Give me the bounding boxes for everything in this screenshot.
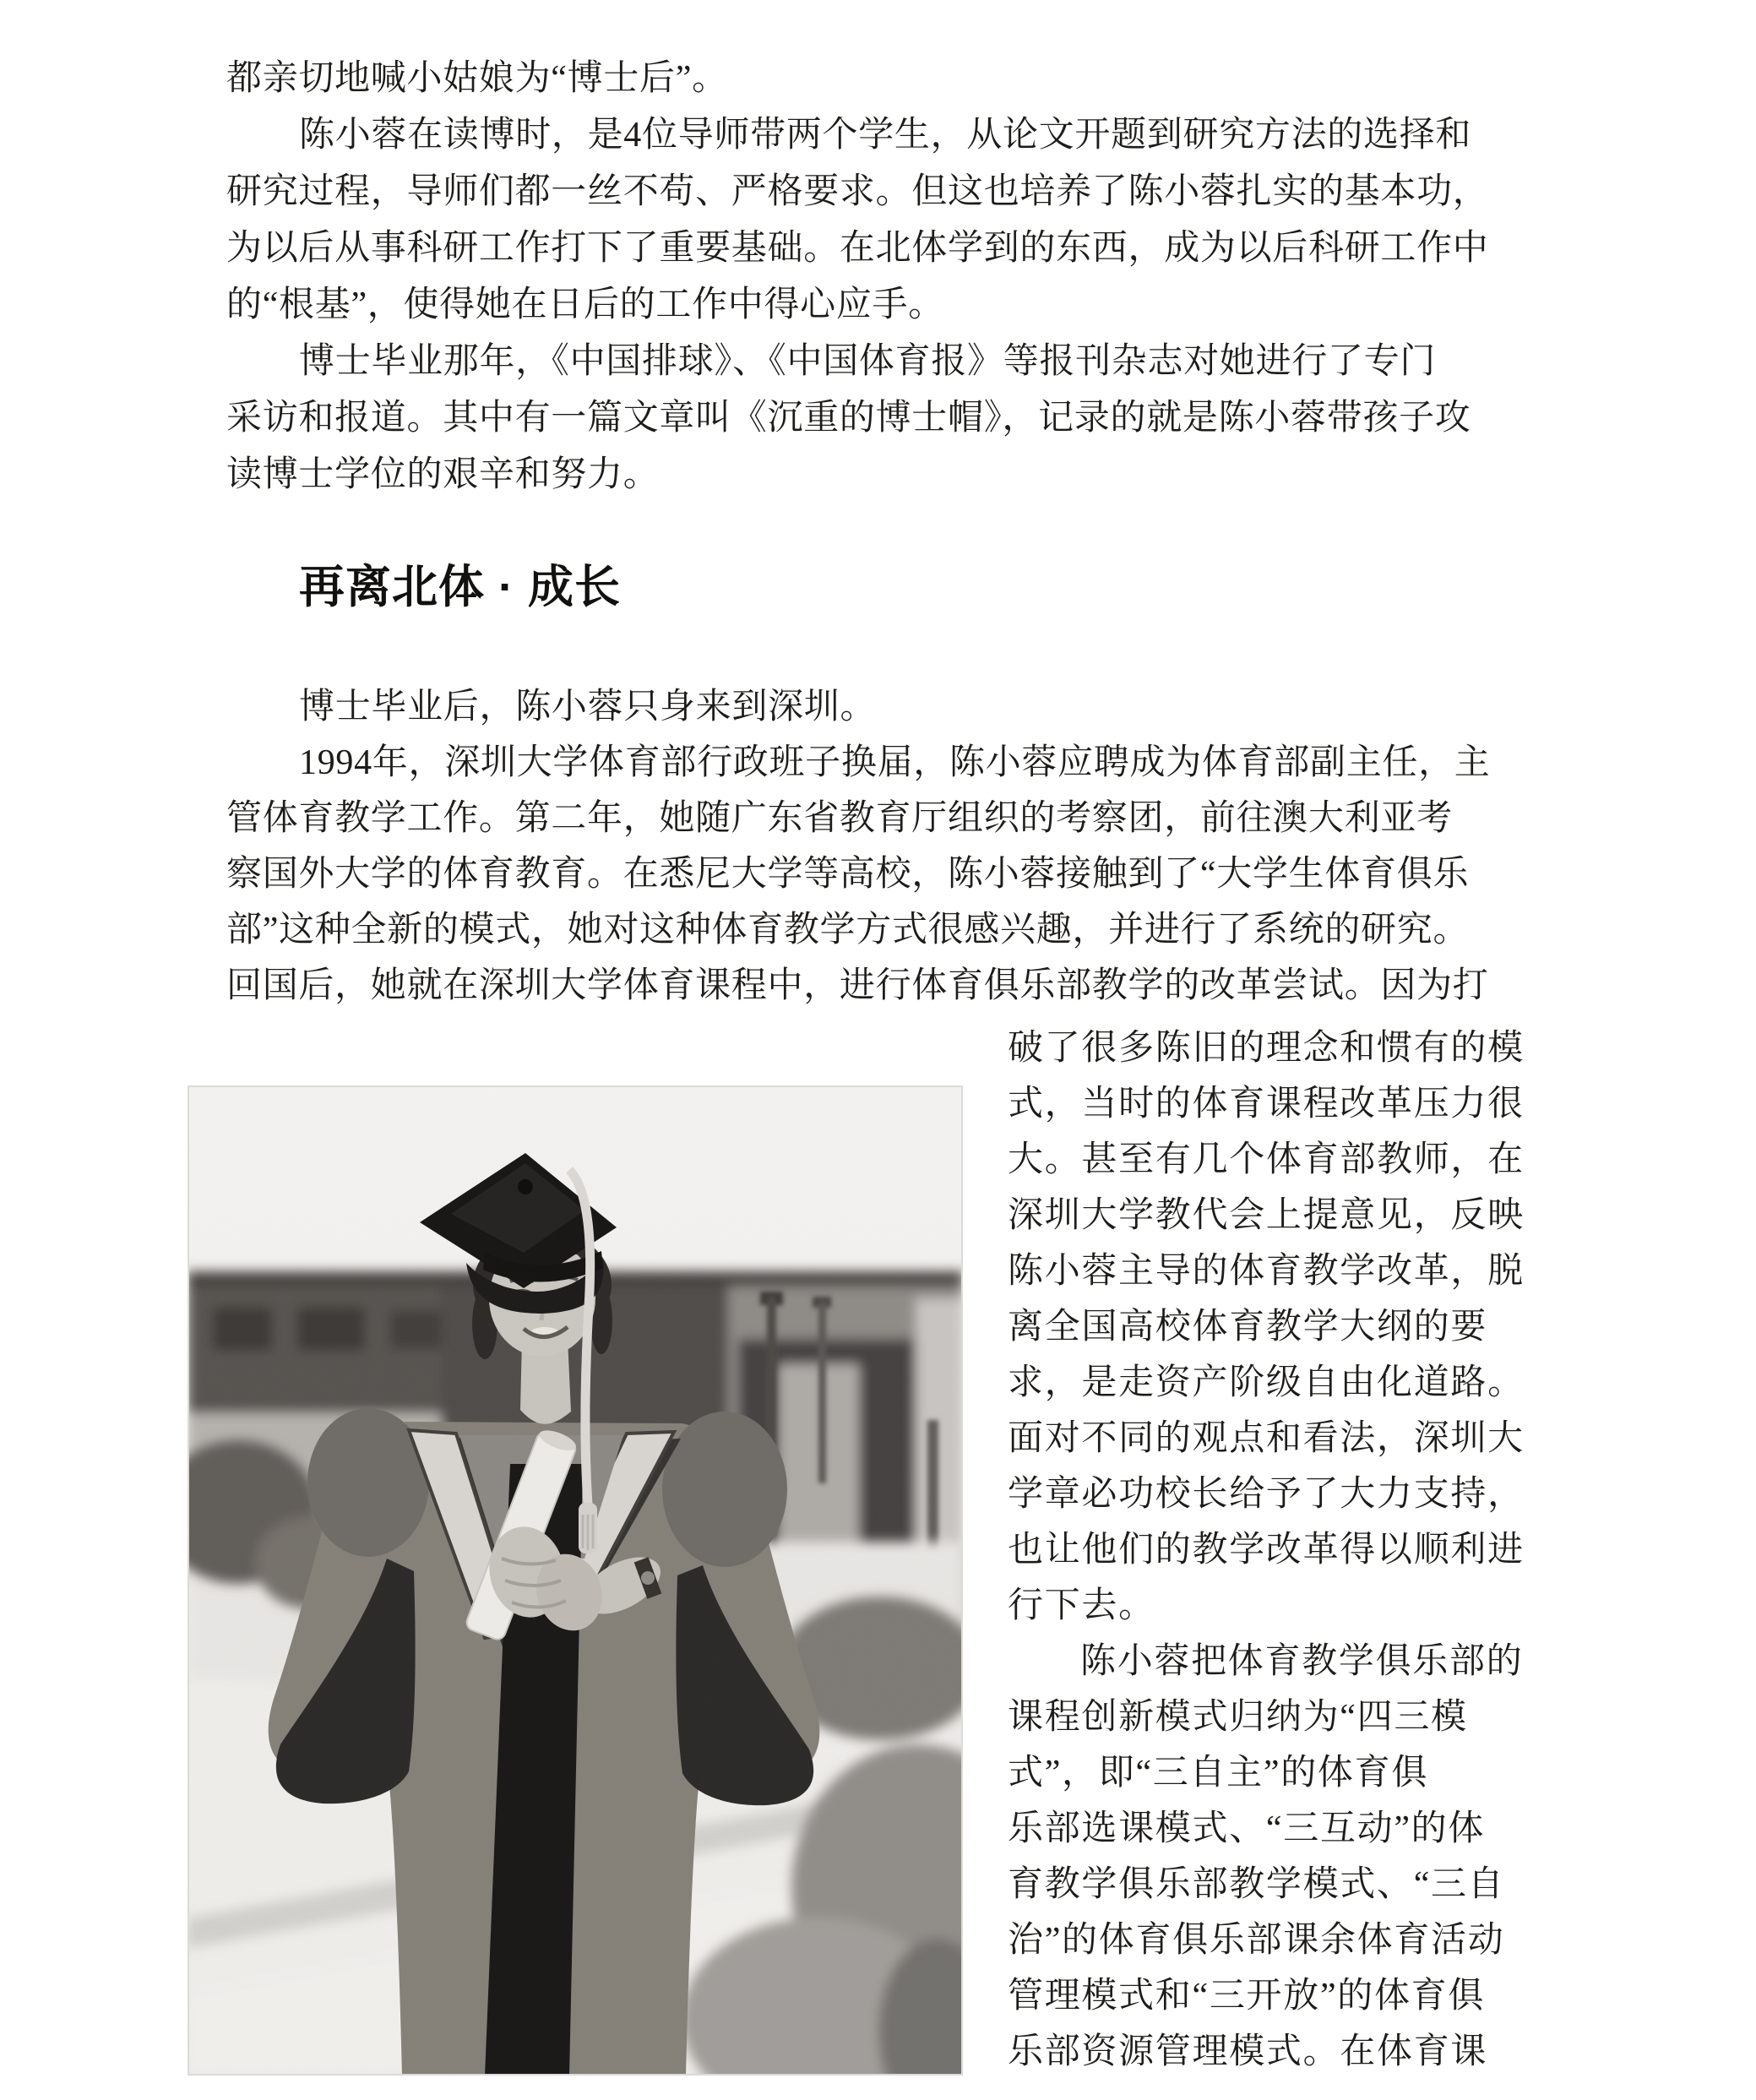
text-line: 课程创新模式归纳为“四三模 [1008,1698,1468,1737]
text-line: 面对不同的观点和看法，深圳大 [1008,1419,1525,1458]
text-line: 的“根基”，使得她在日后的工作中得心应手。 [226,286,944,324]
graduation-photo-art [188,1085,963,2076]
text-line: 采访和报道。其中有一篇文章叫《沉重的博士帽》，记录的就是陈小蓉带孩子攻 [226,399,1471,438]
graduation-photo [188,1085,963,2076]
text-line: 乐部资源管理模式。在体育课 [1008,2032,1488,2071]
text-line: 式，当时的体育课程改革压力很 [1008,1085,1525,1123]
text-line: 研究过程，导师们都一丝不苟、严格要求。但这也培养了陈小蓉扎实的基本功， [226,172,1489,211]
text-line: 博士毕业后，陈小蓉只身来到深圳。 [299,688,877,726]
text-line: 离全国高校体育教学大纲的要 [1008,1308,1488,1347]
text-line: 行下去。 [1008,1586,1155,1625]
text-line: 乐部选课模式、“三互动”的体 [1008,1809,1486,1848]
text-line: 为以后从事科研工作打下了重要基础。在北体学到的东西，成为以后科研工作中 [226,229,1489,268]
text-line: 察国外大学的体育教育。在悉尼大学等高校，陈小蓉接触到了“大学生体育俱乐 [226,855,1470,894]
text-line: 回国后，她就在深圳大学体育课程中，进行体育俱乐部教学的改革尝试。因为打 [226,966,1489,1005]
text-line: 读博士学位的艰辛和努力。 [226,455,660,494]
text-line: 求，是走资产阶级自由化道路。 [1008,1363,1525,1402]
text-line: 治”的体育俱乐部课余体育活动 [1008,1921,1505,1960]
text-line: 破了很多陈旧的理念和惯有的模 [1008,1029,1525,1068]
right-text-column [1008,1020,1548,2080]
text-line: 都亲切地喊小姑娘为“博士后”。 [226,59,728,98]
text-line: 育教学俱乐部教学模式、“三自 [1008,1865,1505,1904]
top-paragraphs [226,51,1544,503]
text-line: 管体育教学工作。第二年，她随广东省教育厅组织的考察团，前往澳大利亚考 [226,799,1453,838]
text-line: 学章必功校长给予了大力支持， [1008,1475,1525,1514]
section-heading: 再离北体 · 成长 [299,562,621,612]
text-line: 陈小蓉在读博时，是4位导师带两个学生，从论文开题到研究方法的选择和 [299,116,1472,155]
text-line: 式”，即“三自主”的体育俱 [1008,1754,1429,1793]
text-line: 博士毕业那年，《中国排球》、《中国体育报》等报刊杂志对她进行了专门 [299,342,1437,381]
text-line: 深圳大学教代会上提意见，反映 [1008,1196,1525,1235]
text-line: 陈小蓉把体育教学俱乐部的 [1080,1642,1524,1681]
text-line: 陈小蓉主导的体育教学改革，脱 [1008,1252,1525,1291]
text-line: 也让他们的教学改革得以顺利进 [1008,1531,1525,1570]
middle-paragraphs [226,679,1544,1014]
text-line: 1994年，深圳大学体育部行政班子换届，陈小蓉应聘成为体育部副主任，主 [299,743,1491,782]
text-line: 管理模式和“三开放”的体育俱 [1008,1977,1486,2016]
photo-grain [188,1085,963,2076]
text-line: 部”这种全新的模式，她对这种体育教学方式很感兴趣，并进行了系统的研究。 [226,911,1470,949]
text-line: 大。甚至有几个体育部教师，在 [1008,1140,1525,1179]
